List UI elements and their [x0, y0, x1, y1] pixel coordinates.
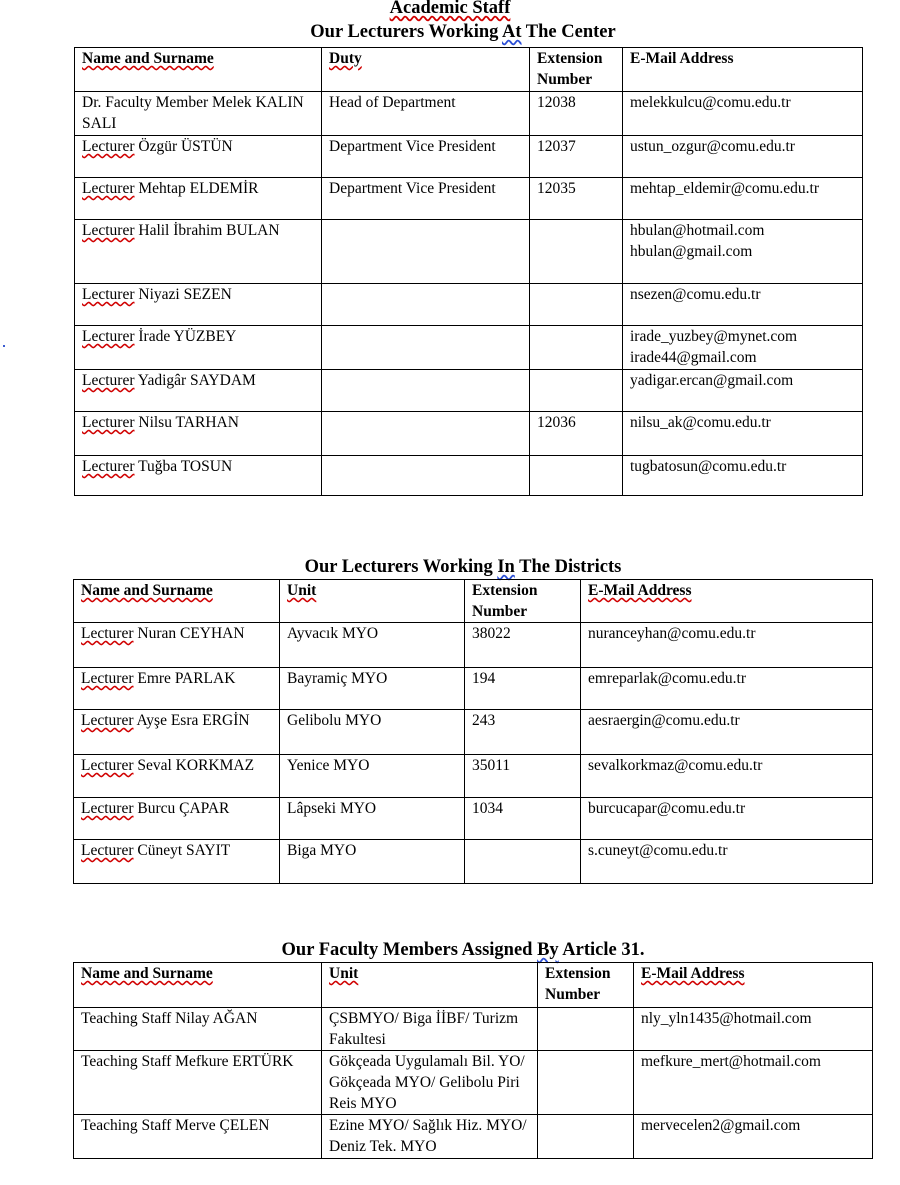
table-row	[74, 840, 873, 884]
header-extension: Extension Number	[530, 48, 623, 92]
header-unit: Unit	[280, 580, 465, 623]
title-prefix: Lecturer	[81, 625, 134, 642]
article31-faculty-table	[73, 962, 873, 1159]
person-name: Teaching Staff Mefkure ERTÜRK	[81, 1053, 294, 1070]
district-lecturers-table	[73, 579, 873, 884]
extension-cell: 35011	[465, 755, 581, 798]
header-extension: Extension Number	[465, 580, 581, 623]
email-cell: nly_yln1435@hotmail.com	[634, 1008, 873, 1051]
title-prefix: Lecturer	[82, 286, 135, 303]
name-cell	[74, 840, 280, 884]
person-name: Burcu ÇAPAR	[133, 800, 230, 817]
header-unit: Unit	[322, 963, 538, 1008]
table-row	[74, 755, 873, 798]
extension-cell: 243	[465, 710, 581, 755]
person-name: Cüneyt SAYIT	[133, 842, 231, 859]
header-duty: Duty	[322, 48, 530, 92]
table-row	[75, 92, 863, 136]
email-cell: tugbatosun@comu.edu.tr	[623, 456, 863, 496]
duty-cell	[322, 412, 530, 456]
extension-cell	[530, 220, 623, 284]
name-cell	[74, 710, 280, 755]
name-cell	[74, 755, 280, 798]
name-cell	[75, 456, 322, 496]
header-name: Name and Surname	[75, 48, 322, 92]
unit-cell: Bayramiç MYO	[280, 668, 465, 710]
name-cell	[75, 136, 322, 178]
duty-cell: Department Vice President	[322, 136, 530, 178]
email-cell: yadigar.ercan@gmail.com	[623, 370, 863, 412]
name-cell	[75, 178, 322, 220]
extension-cell	[530, 370, 623, 412]
article31-section-title: Our Faculty Members Assigned By Article 31.	[281, 940, 645, 960]
extension-cell	[538, 1115, 634, 1159]
person-name: Seval KORKMAZ	[133, 757, 255, 774]
extension-cell: 1034	[465, 798, 581, 840]
person-name: Tuğba TOSUN	[134, 458, 233, 475]
title-prefix: Lecturer	[82, 414, 135, 431]
name-cell	[75, 284, 322, 326]
header-email: E-Mail Address	[581, 580, 873, 623]
extension-cell: 12035	[530, 178, 623, 220]
title-prefix: Lecturer	[82, 180, 135, 197]
title-prefix: Lecturer	[81, 670, 134, 687]
email-cell: aesraergin@comu.edu.tr	[581, 710, 873, 755]
title-prefix: Lecturer	[82, 328, 135, 345]
page-title: Academic Staff	[389, 0, 511, 18]
person-name: Teaching Staff Merve ÇELEN	[81, 1117, 270, 1134]
person-name: Nuran CEYHAN	[133, 625, 245, 642]
email-cell: mefkure_mert@hotmail.com	[634, 1051, 873, 1115]
extension-cell: 12038	[530, 92, 623, 136]
person-name: Özgür ÜSTÜN	[134, 138, 233, 155]
person-name: Halil İbrahim BULAN	[134, 222, 280, 239]
table-row	[74, 1115, 873, 1159]
person-name: Teaching Staff Nilay AĞAN	[81, 1010, 258, 1027]
table-row	[75, 412, 863, 456]
person-name: Niyazi SEZEN	[134, 286, 232, 303]
table-row	[74, 798, 873, 840]
email-cell: irade_yuzbey@mynet.com irade44@gmail.com	[623, 326, 863, 370]
name-cell	[74, 1008, 322, 1051]
center-section-title: Our Lecturers Working At The Center	[310, 22, 616, 42]
table-row	[74, 623, 873, 668]
table-row	[75, 178, 863, 220]
duty-cell	[322, 220, 530, 284]
unit-cell: ÇSBMYO/ Biga İİBF/ Turizm Fakultesi	[322, 1008, 538, 1051]
unit-cell: Yenice MYO	[280, 755, 465, 798]
name-cell	[75, 412, 322, 456]
person-name: İrade YÜZBEY	[134, 328, 237, 345]
email-cell: mervecelen2@gmail.com	[634, 1115, 873, 1159]
extension-cell	[538, 1008, 634, 1051]
title-prefix: Lecturer	[81, 800, 134, 817]
unit-cell: Gelibolu MYO	[280, 710, 465, 755]
extension-cell: 12036	[530, 412, 623, 456]
name-cell	[75, 220, 322, 284]
stray-mark	[3, 345, 5, 347]
table-row	[74, 1051, 873, 1115]
title-prefix: Lecturer	[82, 372, 135, 389]
title-prefix: Lecturer	[81, 712, 134, 729]
table-row	[75, 136, 863, 178]
title-prefix: Lecturer	[81, 842, 134, 859]
title-prefix: Lecturer	[82, 222, 135, 239]
table-row	[75, 456, 863, 496]
header-name: Name and Surname	[74, 580, 280, 623]
table-row	[75, 370, 863, 412]
person-name: Emre PARLAK	[133, 670, 236, 687]
email-cell: ustun_ozgur@comu.edu.tr	[623, 136, 863, 178]
duty-cell	[322, 284, 530, 326]
title-prefix: Lecturer	[82, 138, 135, 155]
title-prefix: Lecturer	[81, 757, 134, 774]
name-cell	[74, 798, 280, 840]
table-row	[75, 220, 863, 284]
extension-cell	[538, 1051, 634, 1115]
person-name: Dr. Faculty Member Melek KALIN SALI	[82, 94, 304, 132]
unit-cell: Ayvacık MYO	[280, 623, 465, 668]
table-row	[74, 710, 873, 755]
center-lecturers-table	[74, 47, 863, 496]
name-cell	[75, 92, 322, 136]
unit-cell: Biga MYO	[280, 840, 465, 884]
email-cell: nilsu_ak@comu.edu.tr	[623, 412, 863, 456]
email-cell: sevalkorkmaz@comu.edu.tr	[581, 755, 873, 798]
email-cell: hbulan@hotmail.com hbulan@gmail.com	[623, 220, 863, 284]
email-cell: nuranceyhan@comu.edu.tr	[581, 623, 873, 668]
extension-cell: 194	[465, 668, 581, 710]
person-name: Mehtap ELDEMİR	[134, 180, 259, 197]
extension-cell: 12037	[530, 136, 623, 178]
email-cell: melekkulcu@comu.edu.tr	[623, 92, 863, 136]
person-name: Yadigâr SAYDAM	[134, 372, 256, 389]
name-cell	[74, 1115, 322, 1159]
extension-cell	[465, 840, 581, 884]
email-cell: emreparlak@comu.edu.tr	[581, 668, 873, 710]
extension-cell: 38022	[465, 623, 581, 668]
header-email: E-Mail Address	[634, 963, 873, 1008]
districts-section-title: Our Lecturers Working In The Districts	[304, 557, 622, 577]
header-extension: Extension Number	[538, 963, 634, 1008]
person-name: Ayşe Esra ERGİN	[133, 712, 250, 729]
header-email: E-Mail Address	[623, 48, 863, 92]
email-cell: nsezen@comu.edu.tr	[623, 284, 863, 326]
duty-cell	[322, 370, 530, 412]
email-cell: mehtap_eldemir@comu.edu.tr	[623, 178, 863, 220]
unit-cell: Lâpseki MYO	[280, 798, 465, 840]
unit-cell: Gökçeada Uygulamalı Bil. YO/ Gökçeada MYO/ Gelibolu Piri Reis MYO	[322, 1051, 538, 1115]
table-row	[75, 284, 863, 326]
duty-cell	[322, 326, 530, 370]
table-row	[74, 1008, 873, 1051]
extension-cell	[530, 456, 623, 496]
unit-cell: Ezine MYO/ Sağlık Hiz. MYO/ Deniz Tek. MYO	[322, 1115, 538, 1159]
duty-cell: Department Vice President	[322, 178, 530, 220]
name-cell	[74, 1051, 322, 1115]
name-cell	[75, 326, 322, 370]
title-prefix: Lecturer	[82, 458, 135, 475]
name-cell	[75, 370, 322, 412]
name-cell	[74, 623, 280, 668]
table-row	[74, 668, 873, 710]
header-name: Name and Surname	[74, 963, 322, 1008]
extension-cell	[530, 326, 623, 370]
duty-cell	[322, 456, 530, 496]
email-cell: s.cuneyt@comu.edu.tr	[581, 840, 873, 884]
name-cell	[74, 668, 280, 710]
table-row	[75, 326, 863, 370]
duty-cell: Head of Department	[322, 92, 530, 136]
email-cell: burcucapar@comu.edu.tr	[581, 798, 873, 840]
extension-cell	[530, 284, 623, 326]
person-name: Nilsu TARHAN	[134, 414, 239, 431]
